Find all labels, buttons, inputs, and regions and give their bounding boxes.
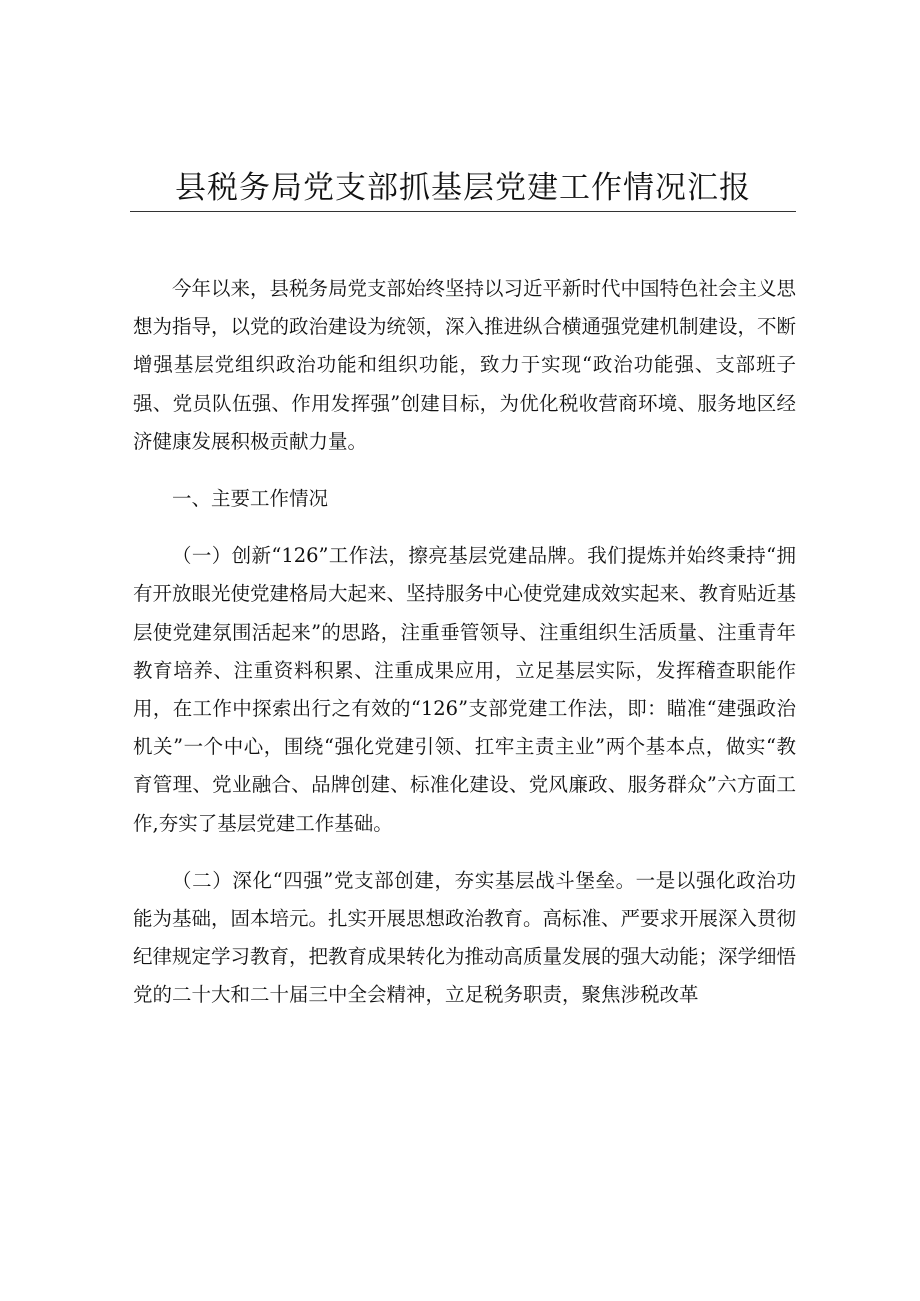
paragraph-1: （一）创新“126”工作法，擦亮基层党建品牌。我们提炼并始终秉持“拥有开放眼光使党建格局大起来、坚持服务中心使党建成效实起来、教育贴近基层使党建氛围活起来”的思路，注重垂管领导、注重组织生活质量、注重青年教育培养、注重资料积累、注重成果应用，立足基层实际，发挥稽查职能作用，在工作中探索出行之有效的“126”支部党建工作法，即：瞄准“建强政治机关”一个中心，围绕“强化党建引领、扛牢主责主业”两个基本点，做实“教育管理、党业融合、品牌创建、标准化建设、党风廉政、服务群众”六方面工作,夯实了基层党建工作基础。	[133, 544, 797, 835]
section-heading: 一、主要工作情况	[172, 487, 329, 511]
document-title: 县税务局党支部抓基层党建工作情况汇报	[175, 170, 751, 206]
intro-paragraph: 今年以来，县税务局党支部始终坚持以习近平新时代中国特色社会主义思想为指导，以党的政治建设为统领，深入推进纵合横通强党建机制建设，不断增强基层党组织政治功能和组织功能，致力于实现“政治功能强、支部班子强、党员队伍强、作用发挥强”创建目标，为优化税收营商环境、服务地区经济健康发展积极贡献力量。	[133, 277, 797, 453]
paragraph-2: （二）深化“四强”党支部创建，夯实基层战斗堡垒。一是以强化政治功能为基础，固本培元。扎实开展思想政治教育。高标准、严要求开展深入贯彻纪律规定学习教育，把教育成果转化为推动高质量发展的强大动能；深学细悟党的二十大和二十届三中全会精神，立足税务职责，聚焦涉税改革	[133, 868, 797, 1007]
document-body	[133, 270, 796, 1015]
title-underline	[130, 211, 796, 212]
